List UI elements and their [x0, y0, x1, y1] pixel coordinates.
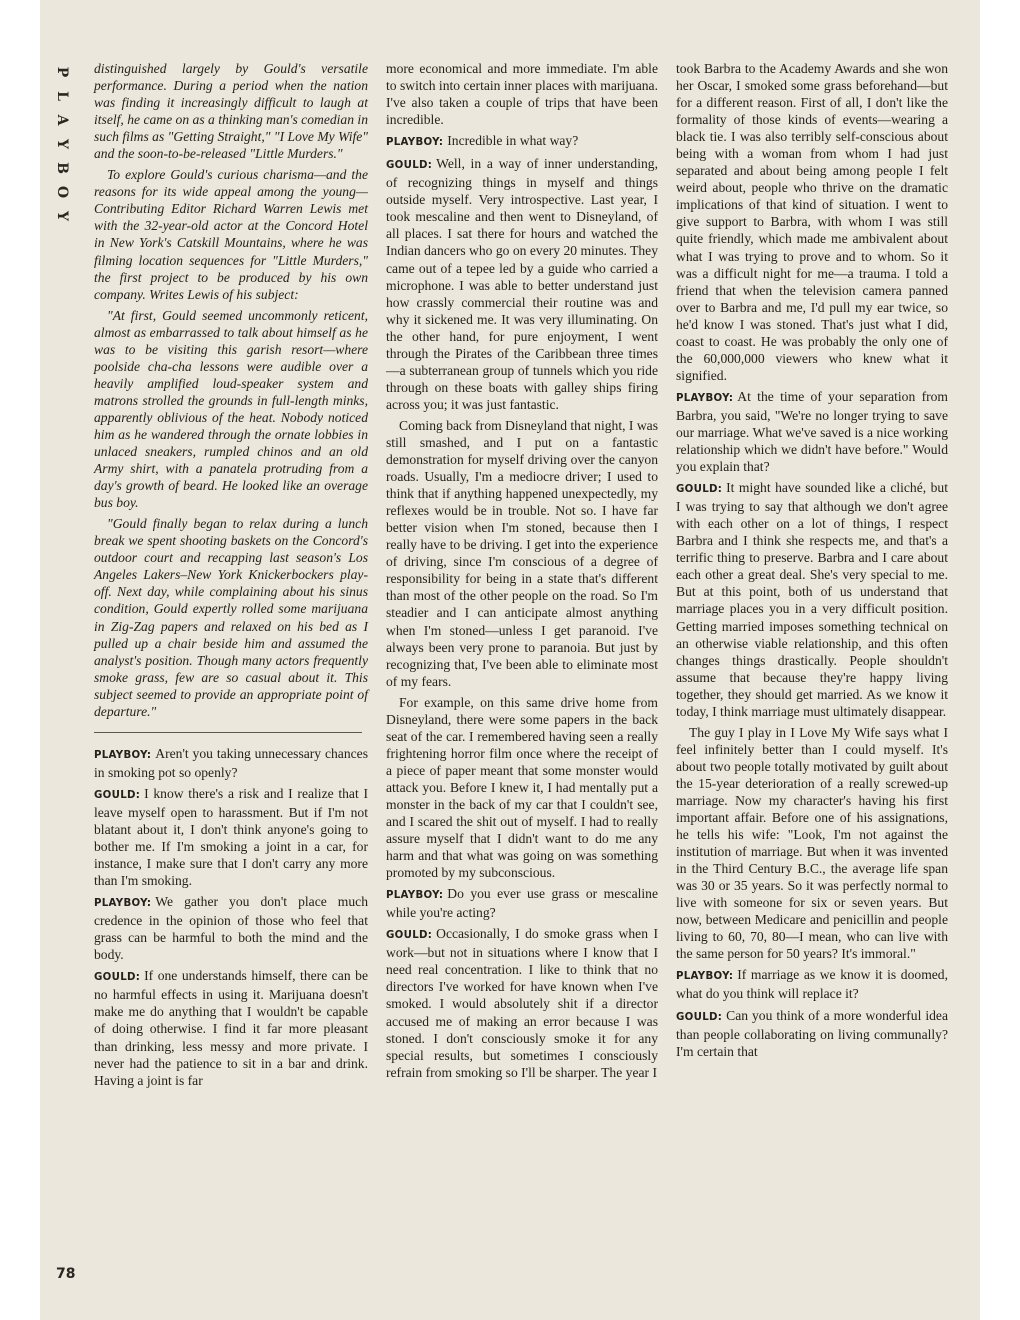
text-paragraph: [386, 417, 658, 690]
answer-text: more economical and more immediate. I'm able to switch into certain inner places with marijuana. I've also taken a couple of trips that have been incredible.: [386, 61, 658, 128]
qa-paragraph: [94, 967, 368, 1088]
speaker-label: GOULD :: [386, 930, 432, 941]
speaker-label: PLAYBOY :: [386, 137, 443, 148]
answer-text: I know there's a risk and I realize that I leave myself open to harassment. But if I'm not blatant about it, I don't think anyone's going to bother me. If I'm smoking a joint in a car, for instance, I make sure that I don't carry any more than I'm smoking.: [94, 785, 368, 889]
qa-paragraph: [386, 925, 658, 1080]
speaker-label: PLAYBOY :: [94, 750, 151, 761]
qa-paragraph: [386, 885, 658, 921]
answer-text: It might have sounded like a cliché, but I was trying to say that although we don't agree with each other on a lot of things, I respect Barbra and I think she respects me, and that's a terrific thing to preserve. Barbra and I care about each other a great deal. She's very special to me. But at this point, both of us understand that marriage places you in a very difficult position. Getting married imposes something technical on an otherwise viable relationship, and this often changes things drastically. People shouldn't assume that because they're happy living together, they should get married. As we know it today, I think marriage must ultimately disappear.: [676, 480, 948, 719]
qa-paragraph: [386, 155, 658, 413]
speaker-label: GOULD :: [94, 790, 140, 801]
qa-paragraph: [676, 388, 948, 475]
column-3: [676, 60, 948, 1064]
intro-paragraph: "At first, Gould seemed uncommonly reticent, almost as embarrassed to talk about himself as he was to be visiting this garish resort—where poolside cha-cha lessons were audible over a heavily amplified loud-speaker system and matrons strolled the grounds in full-length minks, apparently oblivious of the heat. Nobody noticed him as he wandered through the ornate lobbies in unlaced sneakers, rumpled chinos and an old Army shirt, with a panatela protruding from a day's growth of beard. He looked like an overage bus boy.: [94, 307, 368, 511]
answer-text: We gather you don't place much credence in the opinion of those who feel that grass can be harmful to both the mind and the body.: [94, 894, 368, 963]
qa-paragraph: [676, 966, 948, 1002]
text-paragraph: [386, 60, 658, 128]
answer-text: At the time of your separation from Barbra, you said, "We're no longer trying to save our marriage. What we've saved is a nice working relationship which we didn't have before." Would you explain that?: [676, 388, 948, 475]
running-head-letter: Y: [54, 211, 70, 221]
section-divider: [94, 732, 362, 733]
answer-text: Can you think of a more wonderful idea than people collaborating on living communally? I'm certain that: [676, 1007, 948, 1059]
answer-text: Occasionally, I do smoke grass when I work—but not in situations where I know that I need real concentration. I like to think that no directors I've worked for have known when I've smoked. I would absolutely shit if a director accused me of making an error because I was stoned. I don't consciously smoke it for any special results, but sometimes I consciously refrain from smoking so I'll be sharper. The year I: [386, 926, 658, 1080]
running-head-letter: A: [54, 114, 70, 126]
answer-text: Do you ever use grass or mescaline while you're acting?: [386, 886, 658, 921]
speaker-label: PLAYBOY :: [676, 393, 733, 404]
interview-qa-col2: [386, 60, 658, 1081]
speaker-label: GOULD :: [386, 160, 432, 171]
answer-text: took Barbra to the Academy Awards and she won her Oscar, I smoked some grass beforehand—but for a different reason. First of all, I don't like the formality of those kinds of events—wearing a black tie. I was also terribly self-conscious about being with a woman from whom I had just separated and about being among people I felt weird about, people who thrive on the dramatic implications of that kind of situation. I went to give support to Barbra, with whom I was still quite friendly, which made me ambivalent about what I was trying to prove and to whom. So it was a difficult night for me—a trauma. I told a friend that when the television camera panned over to Barbra and me, I'd pull my ear twice, so he'd know I was stoned. That's just what I did, coast to coast. He was probably the only one of the 60,000,000 viewers who knew what it signified.: [676, 61, 948, 383]
answer-text: For example, on this same drive home from Disneyland, there were some papers in the back seat of the car. I remembered having seen a really frightening horror film once where the receipt of a piece of paper meant that some monster would attack you. Before I knew it, I had mentally put a monster in the back of my car that I couldn't see, and I scared the shit out of myself. I had to really assure myself that I didn't want to do me any harm and that what was going on was something promoted by my subconscious.: [386, 694, 658, 881]
answer-text: If marriage as we know it is doomed, what do you think will replace it?: [676, 967, 948, 1002]
running-head-letter: O: [54, 185, 70, 199]
intro-section: [94, 60, 368, 720]
qa-paragraph: [676, 1007, 948, 1060]
running-head-letter: Y: [54, 139, 70, 149]
qa-paragraph: [676, 479, 948, 720]
running-head-letter: P: [54, 66, 70, 78]
answer-text: The guy I play in I Love My Wife says what I feel infinitely better than I could myself. It's about two people totally motivated by guilt about the 15-year deterioration of a really screwed-up marriage. Now my character's having his first important affair. Before one of his assignations, he tells his wife: "Look, I'm not against the institution of marriage. But when it was invented in the Third Century B.C., the average life span was 30 or 35 years. So it was perfectly normal to live with someone for six or seven years. But now, between Medicare and penicillin and people living to 60, 70, 80—I mean, who can live with the same person for 50 years? It's immoral.": [676, 724, 948, 962]
interview-qa-col1: [94, 745, 368, 1089]
speaker-label: GOULD :: [676, 1012, 722, 1023]
running-head-letter: L: [54, 91, 70, 101]
qa-paragraph: [94, 893, 368, 963]
answer-text: Aren't you taking unnecessary chances in smoking pot so openly?: [94, 745, 368, 780]
interview-qa-col3: [676, 60, 948, 1060]
intro-paragraph: To explore Gould's curious charisma—and the reasons for its wide appeal among the young—Contributing Editor Richard Warren Lewis met with the 32-year-old actor at the Concord Hotel in New York's Catskill Mountains, where he was filming location sequences for "Little Murders," the first project to be produced by his own company. Writes Lewis of his subject:: [94, 167, 368, 302]
answer-text: Incredible in what way?: [447, 133, 579, 149]
answer-text: Well, in a way of inner understanding, of recognizing things in myself and things outside myself. Very introspective. Last year, I took mescaline and then went to Disneyland, of all places. I sat there for hours and watched the Indian dancers who go on every 20 minutes. They came out of a tepee led by a guide who carried a microphone. I was able to better understand just how crassly commercial their routine was and why it sickened me. It was very illuminating. On the other hand, for pure enjoyment, I went through the Pirates of the Caribbean three times—a subterranean group of tunnels which you ride through on these boats with galley ships firing across you; it was just fantastic.: [386, 156, 658, 412]
speaker-label: PLAYBOY :: [94, 898, 151, 909]
text-paragraph: [676, 724, 948, 963]
answer-text: If one understands himself, there can be no harmful effects in using it. Marijuana doesn't make me do anything that I wouldn't be capable of doing otherwise. I find it far more pleasant than drinking, less messy and more private. I never had the patience to sit in a bar and drink. Having a joint is far: [94, 968, 368, 1088]
speaker-label: PLAYBOY :: [386, 890, 443, 901]
answer-text: Coming back from Disneyland that night, I was still smashed, and I put on a fantastic demonstration for myself driving over the canyon roads. Usually, I'm a mediocre driver; I used to think that if anything happened unexpectedly, my reflexes would be in trouble. Not so. I have far better vision when I'm stoned, because then I really have to be driving. I get into the experience of driving, since I'm conscious of a degree of responsibility for being in a state that's different than most of the other people on the road. So I'm steadier and I can anticipate almost anything when I'm stoned—unless I get paranoid. I've always been very prone to paranoia. But just by recognizing that, I've been able to eliminate most of my fears.: [386, 417, 658, 689]
intro-paragraph: distinguished largely by Gould's versatile performance. During a period when the nation was finding it increasingly difficult to laugh at itself, he came on as a thinking man's comedian in such films as "Getting Straight," "I Love My Wife" and the soon-to-be-released "Little Murders.": [94, 61, 368, 162]
speaker-label: PLAYBOY :: [676, 971, 733, 982]
column-1: [94, 60, 368, 1093]
intro-paragraph: "Gould finally began to relax during a lunch break we spent shooting baskets on the Concord's outdoor court and recapping last season's Los Angeles Lakers–New York Knickerbockers play-off. Next day, while complaining about his sinus condition, Gould expertly rolled some marijuana in Zig-Zag papers and relaxed on his bed as I pulled up a chair beside him and assumed the analyst's position. Though many actors frequently smoke grass, few are so casual about it. This subject seemed to provide an appropriate point of departure.": [94, 516, 368, 719]
qa-paragraph: [94, 785, 368, 889]
speaker-label: GOULD :: [94, 972, 140, 983]
text-paragraph: [676, 60, 948, 384]
running-head-letter: B: [54, 162, 70, 174]
column-2: [386, 60, 658, 1085]
qa-paragraph: [94, 745, 368, 781]
text-paragraph: [386, 694, 658, 882]
speaker-label: GOULD :: [676, 484, 722, 495]
running-head: [52, 60, 72, 228]
qa-paragraph: [386, 132, 658, 151]
page-number: 78: [56, 1266, 76, 1282]
